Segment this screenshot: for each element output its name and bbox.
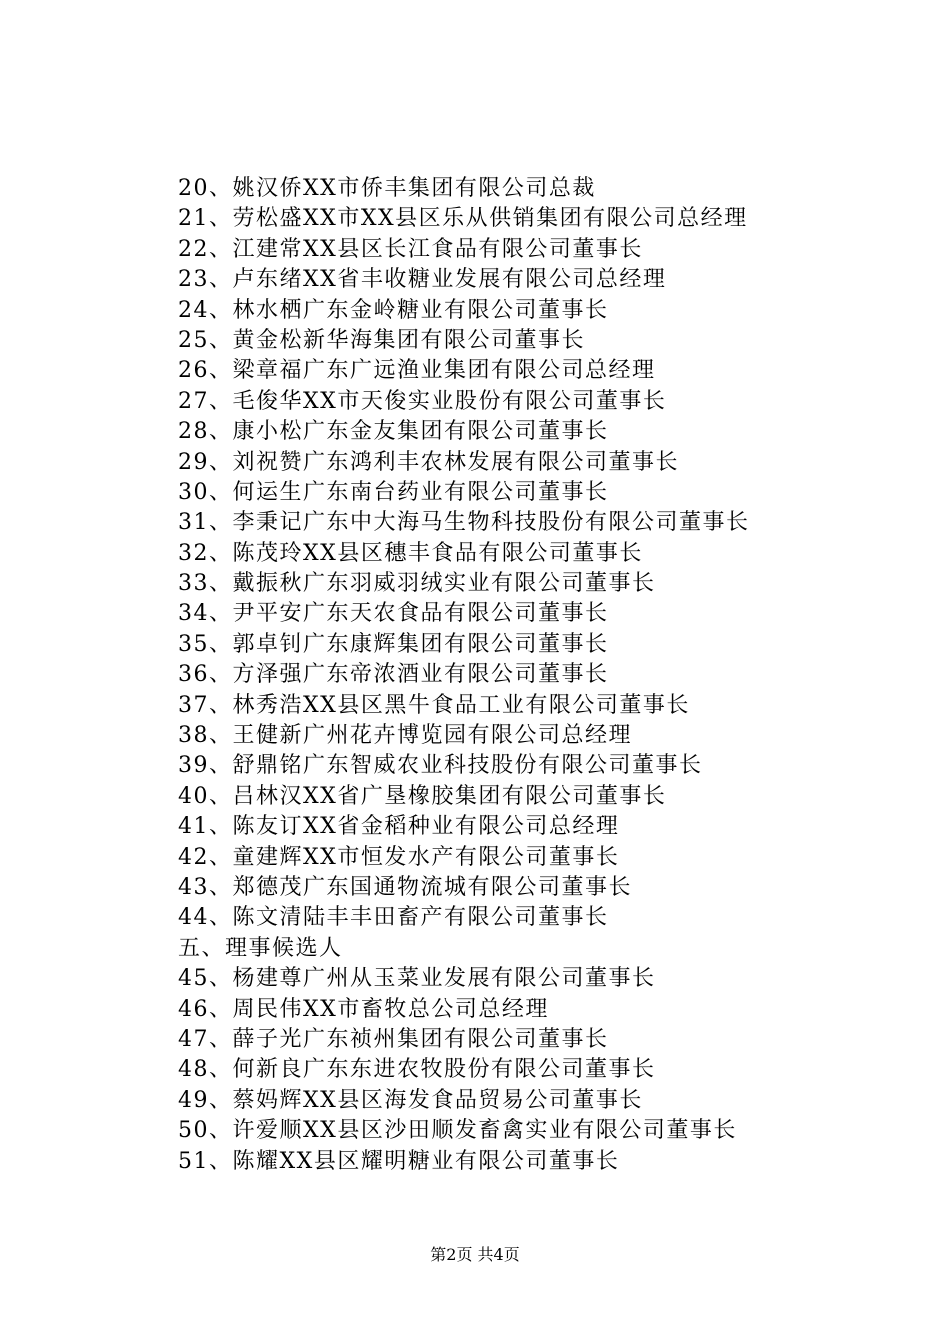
- list-item: 22、江建常XX县区长江食品有限公司董事长: [178, 236, 643, 262]
- list-item: 23、卢东绪XX省丰收糖业发展有限公司总经理: [178, 267, 667, 293]
- list-item: 40、吕林汉XX省广垦橡胶集团有限公司董事长: [178, 783, 667, 809]
- list-item: 35、郭卓钊广东康辉集团有限公司董事长: [178, 631, 609, 657]
- list-item: 27、毛俊华XX市天俊实业股份有限公司董事长: [178, 388, 667, 414]
- list-item: 37、林秀浩XX县区黑牛食品工业有限公司董事长: [178, 692, 690, 718]
- list-item: 46、周民伟XX市畜牧总公司总经理: [178, 996, 549, 1022]
- list-item: 34、尹平安广东天农食品有限公司董事长: [178, 601, 609, 627]
- list-item: 30、何运生广东南台药业有限公司董事长: [178, 479, 609, 505]
- list-item: 26、梁章福广东广远渔业集团有限公司总经理: [178, 358, 656, 384]
- list-item: 21、劳松盛XX市XX县区乐从供销集团有限公司总经理: [178, 206, 748, 232]
- list-item: 43、郑德茂广东国通物流城有限公司董事长: [178, 874, 632, 900]
- list-item: 51、陈耀XX县区耀明糖业有限公司董事长: [178, 1148, 620, 1174]
- list-item: 32、陈茂玲XX县区穗丰食品有限公司董事长: [178, 540, 643, 566]
- list-item: 39、舒鼎铭广东智威农业科技股份有限公司董事长: [178, 753, 703, 779]
- list-item: 49、蔡妈辉XX县区海发食品贸易公司董事长: [178, 1087, 643, 1113]
- list-item: 28、康小松广东金友集团有限公司董事长: [178, 419, 609, 445]
- list-item: 33、戴振秋广东羽威羽绒实业有限公司董事长: [178, 571, 656, 597]
- candidate-list: [178, 174, 858, 1177]
- section-heading: 五、理事候选人: [178, 935, 343, 961]
- list-item: 31、李秉记广东中大海马生物科技股份有限公司董事长: [178, 510, 750, 536]
- list-item: 41、陈友订XX省金稻种业有限公司总经理: [178, 814, 620, 840]
- list-item: 36、方泽强广东帝浓酒业有限公司董事长: [178, 662, 609, 688]
- list-item: 47、薛子光广东祯州集团有限公司董事长: [178, 1026, 609, 1052]
- list-item: 42、童建辉XX市恒发水产有限公司董事长: [178, 844, 620, 870]
- list-item: 25、黄金松新华海集团有限公司董事长: [178, 327, 585, 353]
- list-item: 24、林水栖广东金岭糖业有限公司董事长: [178, 297, 609, 323]
- list-item: 38、王健新广州花卉博览园有限公司总经理: [178, 723, 632, 749]
- list-item: 44、陈文清陆丰丰田畜产有限公司董事长: [178, 905, 609, 931]
- page-number-footer: 第2页 共4页: [430, 1245, 520, 1264]
- list-item: 20、姚汉侨XX市侨丰集团有限公司总裁: [178, 176, 596, 201]
- list-item: 48、何新良广东东进农牧股份有限公司董事长: [178, 1057, 656, 1083]
- list-item: 45、杨建尊广州从玉菜业发展有限公司董事长: [178, 966, 656, 992]
- list-item: 50、许爱顺XX县区沙田顺发畜禽实业有限公司董事长: [178, 1118, 737, 1144]
- list-item: 29、刘祝赞广东鸿利丰农林发展有限公司董事长: [178, 449, 679, 475]
